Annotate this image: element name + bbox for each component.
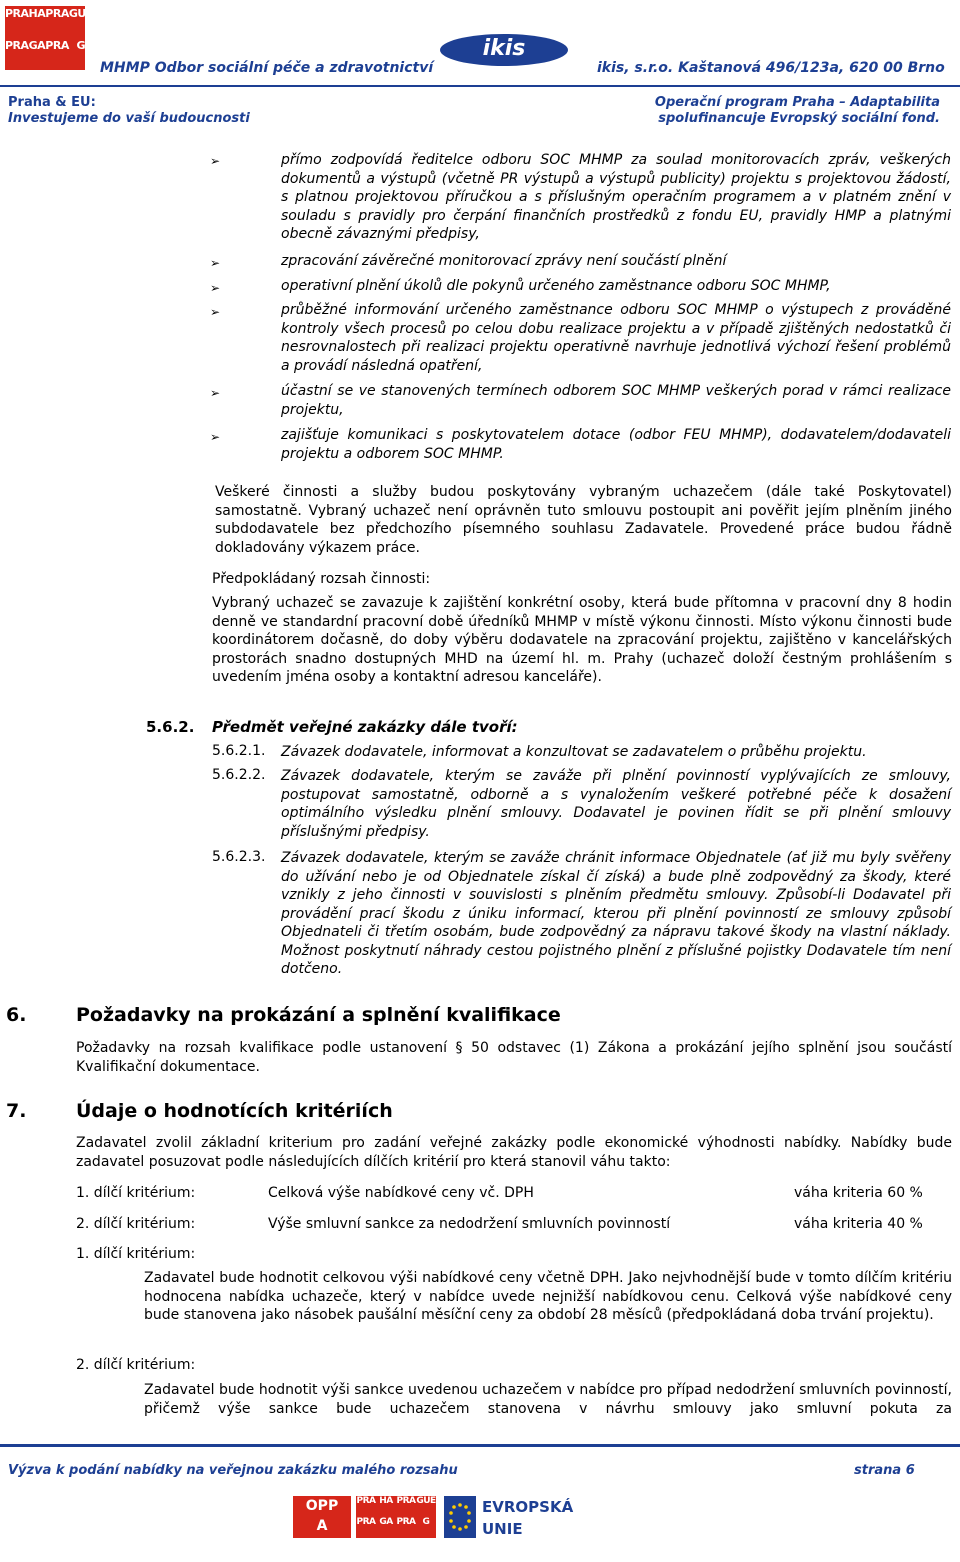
bullet-arrow-icon: ➢: [210, 281, 221, 295]
opp-logo-text: A: [316, 1518, 328, 1534]
criterion-weight: váha kriteria 40 %: [794, 1216, 923, 1232]
page-number: strana 6: [854, 1463, 915, 1478]
sub-criterion-text: Zadavatel bude hodnotit výši sankce uvedenou uchazečem v nabídce pro případ nedodržení smluvních povinností, přičemž výše sankce bude uchazečem stanovena v návrhu smlouvy jako smluvní pokuta za: [144, 1382, 952, 1417]
logo-cell: GA: [379, 1517, 393, 1527]
bullet-item: průběžné informování určeného zaměstnance odboru SOC MHMP o výstupech z prováděné kontroly všech procesů po celou dobu realizace projektu a v případě zjištěných nedostatků či nesrovnalostech při realizaci projektu operativně navrhuje jednotlivá výchozí řešení problémů a provádí následná opatření,: [281, 302, 951, 374]
bullet-item: zajišťuje komunikaci s poskytovatelem dotace (odbor FEU MHMP), dodavatelem/dodavateli projektu a odborem SOC MHMP.: [281, 427, 951, 462]
bullet-item: přímo zodpovídá ředitelce odboru SOC MHMP za soulad monitorovacích zpráv, veškerých dokumentů a výstupů (včetně PR výstupů a výstupů publicity) projektu s projektovou žádostí, s platnou projektovou příručkou a s příslušným operačním programem a v platném znění v souladu s pravidly pro čerpání finančních prostředků z fondu EU, pravidly HMP a platnými obecně závaznými předpisy,: [281, 152, 951, 242]
sub-criterion-text: Zadavatel bude hodnotit celkovou výši nabídkové ceny včetně DPH. Jako nejvhodnější bude v tomto dílčím kritériu hodnocena nabídka uchazeče, který v nabídce uvede nejnižší nabídkovou cenu. Celková výše nabídkové ceny bude stanovena jako násobek paušální měsíční ceny za období 28 měsíců (předpokládaná doba trvání projektu).: [144, 1270, 952, 1323]
bullet-item: operativní plnění úkolů dle pokynů určeného zaměstnance odboru SOC MHMP,: [281, 278, 831, 294]
paragraph-services: Veškeré činnosti a služby budou poskytovány vybraným uchazečem (dále také Poskytovatel) samostatně. Vybraný uchazeč není oprávněn tuto smlouvu postoupit ani pověřit jejím plněním jiného subdodavatele bez předchozího písemného souhlasu Zadavatele. Provedené práce budou řádně dokladovány výkazem práce.: [215, 484, 952, 556]
logo-cell: PRA: [45, 39, 69, 52]
bullet-arrow-icon: ➢: [210, 154, 221, 168]
heading-number: 6.: [6, 1004, 27, 1026]
logo-cell: PRA: [396, 1496, 416, 1506]
opp-logo-text: OPP: [305, 1498, 339, 1514]
ikis-logo: ikis: [440, 34, 568, 66]
logo-cell: PRA: [396, 1517, 416, 1527]
section-text: Zadavatel zvolil základní kriterium pro zadání veřejné zakázky podle ekonomické výhodnosti nabídky. Nabídky bude zadavatel posuzovat podle následujících dílčích kritérií pro která stanovil váhu takto:: [76, 1135, 952, 1170]
header-sub-right-2: spolufinancuje Evropský sociální fond.: [658, 111, 940, 126]
logo-cell: PRA: [5, 7, 29, 20]
heading-number: 7.: [6, 1100, 27, 1122]
section-text: Požadavky na rozsah kvalifikace podle ustanovení § 50 odstavec (1) Zákona a prokázání jejího splnění jsou součástí Kvalifikační dokumentace.: [76, 1040, 952, 1075]
logo-cell: GUE: [416, 1496, 436, 1506]
opp-logo: [293, 1496, 351, 1538]
criterion-name: Výše smluvní sankce za nedodržení smluvních povinností: [268, 1216, 671, 1232]
criterion-weight: váha kriteria 60 %: [794, 1185, 923, 1201]
praha-logo: [5, 6, 93, 70]
bullet-arrow-icon: ➢: [210, 430, 221, 444]
logo-cell: PRA: [356, 1496, 376, 1506]
header-sub-left-1: Praha & EU:: [8, 95, 96, 110]
logo-cell: G: [422, 1517, 430, 1527]
item-number: 5.6.2.1.: [212, 743, 266, 759]
criterion-label: 1. dílčí kritérium:: [76, 1185, 196, 1201]
logo-cell: PRA: [5, 39, 29, 52]
header-sub-left-2: Investujeme do vaší budoucnosti: [8, 111, 250, 126]
logo-cell: PRA: [45, 7, 69, 20]
item-text: Závazek dodavatele, informovat a konzultovat se zadavatelem o průběhu projektu.: [281, 744, 867, 760]
sub-criterion-label: 2. dílčí kritérium:: [76, 1357, 196, 1373]
logo-cell: PRA: [356, 1517, 376, 1527]
criterion-label: 2. dílčí kritérium:: [76, 1216, 196, 1232]
heading-title: Požadavky na prokázání a splnění kvalifikace: [76, 1004, 561, 1026]
section-number: 5.6.2.: [146, 718, 195, 736]
logo-cell: G: [76, 39, 86, 52]
footer-title: Výzva k podání nabídky na veřejnou zakázku malého rozsahu: [8, 1463, 458, 1478]
bullet-arrow-icon: ➢: [210, 305, 221, 319]
item-text: Závazek dodavatele, kterým se zaváže chránit informace Objednatele (ať již mu byly svěřeny do užívání nebo je od Objednatele získal čí získá) a bude plně zodpovědný za škody, které vznikly z jeho činnosti v souvislosti s plněním předmětu smlouvy. Způsobí-li Dodavatel při provádění prací škodu z úniku informací, kterou při plnění povinností ze smlouvy způsobí Objednateli či třetím osobám, bude zodpovědný za nápravu takové škody na vlastní náklady. Možnost poskytnutí náhrady cestou pojistného plnění z příslušné pojistky Dodavatele tím není dotčeno.: [281, 850, 951, 977]
bullet-item: zpracování závěrečné monitorovací zprávy není součástí plnění: [281, 253, 727, 269]
section-title: Předmět veřejné zakázky dále tvoří:: [212, 718, 518, 736]
header-org-right: ikis, s.r.o. Kaštanová 496/123a, 620 00 Brno: [597, 60, 945, 76]
logo-cell: HA: [28, 7, 46, 20]
item-text: Závazek dodavatele, kterým se zaváže při plnění povinností vyplývajících ze smlouvy, postupovat samostatně, odborně a s vynaložením veškeré potřebné péče k dosažení optimálního výsledku plnění smlouvy. Dodavatel je povinen řídit se při plnění smlouvy příslušnými předpisy.: [281, 768, 951, 840]
eu-flag-icon: [444, 1496, 476, 1538]
logo-cell: HA: [379, 1496, 393, 1506]
bullet-item: účastní se ve stanovených termínech odborem SOC MHMP veškerých porad v rámci realizace projektu,: [281, 383, 951, 418]
item-number: 5.6.2.2.: [212, 767, 266, 783]
header-org-left: MHMP Odbor sociální péče a zdravotnictví: [100, 60, 434, 76]
praha-footer-logo: [356, 1496, 436, 1538]
sub-criterion-label: 1. dílčí kritérium:: [76, 1246, 196, 1262]
heading-title: Údaje o hodnotících kritériích: [76, 1100, 393, 1122]
criterion-name: Celková výše nabídkové ceny vč. DPH: [268, 1185, 534, 1201]
footer-divider: [0, 1444, 960, 1447]
scope-label: Předpokládaný rozsah činnosti:: [212, 571, 431, 587]
logo-cell: GA: [28, 39, 46, 52]
logo-cell: GUE: [68, 7, 93, 20]
bullet-arrow-icon: ➢: [210, 256, 221, 270]
bullet-arrow-icon: ➢: [210, 386, 221, 400]
header-sub-right-1: Operační program Praha – Adaptabilita: [654, 95, 940, 110]
header-divider: [0, 85, 960, 87]
item-number: 5.6.2.3.: [212, 849, 266, 865]
eu-text-2: UNIE: [482, 1520, 523, 1538]
eu-text-1: EVROPSKÁ: [482, 1498, 574, 1516]
paragraph-scope: Vybraný uchazeč se zavazuje k zajištění konkrétní osoby, která bude přítomna v pracovní dny 8 hodin denně ve standardní pracovní době úředníků MHMP v místě výkonu činnosti. Místo výkonu činnosti bude koordinátorem dočasně, do doby výběru dodavatele na zpracování projektu, zajištěno v kancelářských prostorách snadno dostupných MHD na území hl. m. Prahy (uchazeč doloží čestným prohlášením s uvedením jména osoby a kontaktní adresou kanceláře).: [212, 595, 952, 685]
